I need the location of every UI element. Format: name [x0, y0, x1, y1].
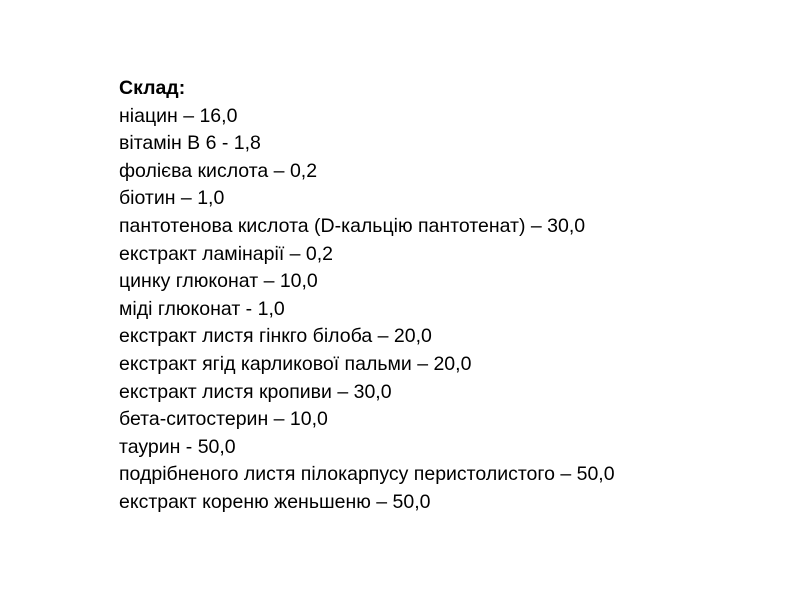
composition-title: Склад:	[119, 77, 186, 99]
ingredient-pilocarpus-leaf: подрібненого листя пілокарпусу перистолистого – 50,0	[119, 463, 615, 486]
ingredient-niacin: ніацин – 16,0	[119, 104, 238, 127]
ingredient-ginseng-root-extract: екстракт кореню женьшеню – 50,0	[119, 490, 431, 513]
ingredient-folic-acid: фолієва кислота – 0,2	[119, 159, 318, 182]
ingredient-pantothenic-acid: пантотенова кислота (D-кальцію пантотенат) – 30,0	[119, 214, 586, 237]
composition-block	[119, 75, 615, 517]
ingredient-kelp-extract: екстракт ламінарії – 0,2	[119, 242, 334, 265]
ingredient-vitamin-b6: вітамін В 6 - 1,8	[119, 132, 261, 155]
ingredient-saw-palmetto-extract: екстракт ягід карликової пальми – 20,0	[119, 352, 472, 375]
ingredient-ginkgo-extract: екстракт листя гінкго білоба – 20,0	[119, 325, 432, 348]
ingredient-taurine: таурин - 50,0	[119, 435, 236, 458]
ingredient-copper-gluconate: міді глюконат - 1,0	[119, 297, 285, 320]
ingredient-beta-sitosterol: бета-ситостерин – 10,0	[119, 408, 328, 431]
ingredient-nettle-extract: екстракт листя кропиви – 30,0	[119, 380, 392, 403]
ingredient-list	[119, 103, 615, 517]
ingredient-biotin: біотин – 1,0	[119, 187, 225, 210]
ingredient-zinc-gluconate: цинку глюконат – 10,0	[119, 270, 318, 293]
